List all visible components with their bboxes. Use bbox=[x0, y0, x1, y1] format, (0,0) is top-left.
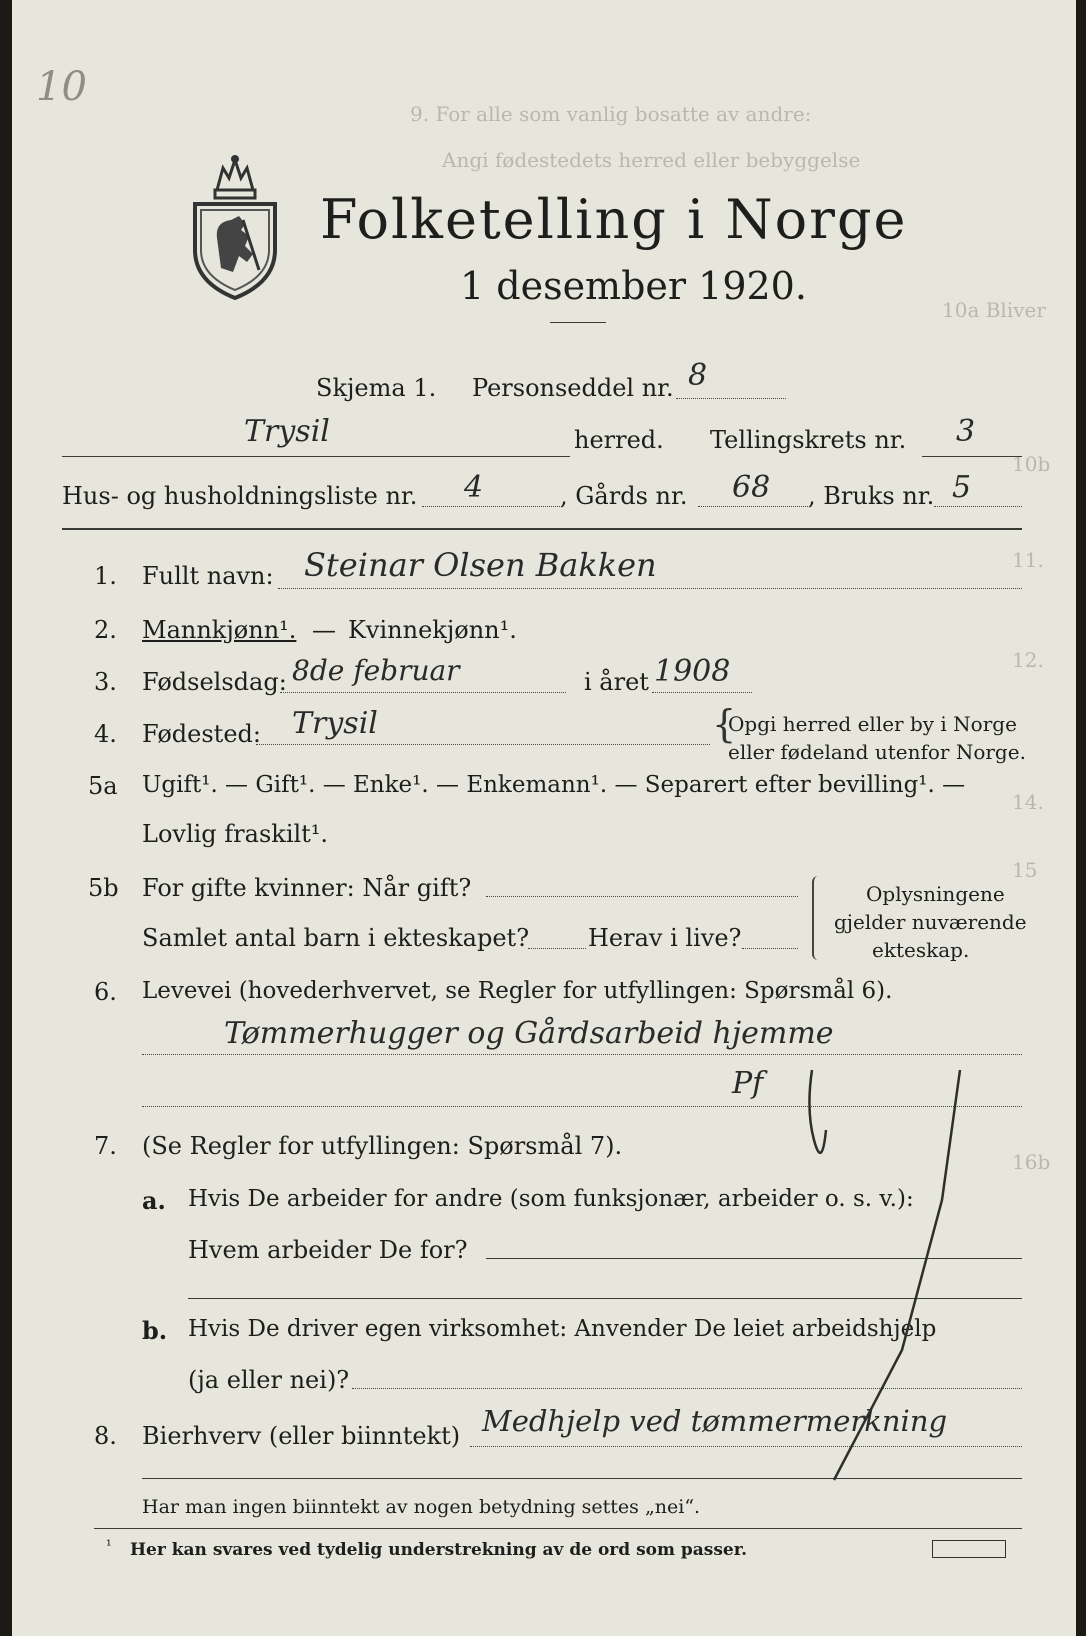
q1-label: Fullt navn: bbox=[142, 562, 274, 590]
q3-year-line bbox=[652, 692, 752, 693]
q5b-number: 5b bbox=[88, 874, 119, 902]
q7b-letter: b. bbox=[142, 1316, 168, 1345]
q3-day-value: 8de februar bbox=[292, 654, 460, 687]
q7a-question: Hvem arbeider De for? bbox=[188, 1236, 468, 1264]
q4-label: Fødested: bbox=[142, 720, 261, 748]
person-line bbox=[676, 398, 786, 399]
hus-line bbox=[422, 506, 562, 507]
q5b-alive-label: Herav i live? bbox=[588, 924, 742, 952]
ghost-text: 15 bbox=[1012, 858, 1038, 882]
q5b-children-label: Samlet antal barn i ekteskapet? bbox=[142, 924, 530, 952]
tellingskrets-line bbox=[922, 456, 1022, 457]
q5b-note3: ekteskap. bbox=[872, 938, 970, 962]
q7-label: (Se Regler for utfyllingen: Spørsmål 7). bbox=[142, 1132, 623, 1160]
q7-number: 7. bbox=[94, 1132, 117, 1160]
title-rule bbox=[550, 322, 606, 323]
q4-value: Trysil bbox=[292, 706, 378, 741]
census-form bbox=[12, 0, 1076, 1636]
q3-day-line bbox=[280, 692, 566, 693]
footnote-text: Her kan svares ved tydelig understrekning av de ord som passer. bbox=[130, 1540, 748, 1560]
q5a-line1: Ugift¹. — Gift¹. — Enke¹. — Enkemann¹. — Separert efter bevilling¹. — bbox=[142, 772, 966, 798]
q4-line bbox=[256, 744, 710, 745]
ghost-text: 11. bbox=[1012, 548, 1044, 572]
herred-label: herred. bbox=[574, 426, 664, 454]
q2-male: Mannkjønn¹. bbox=[142, 616, 297, 644]
q4-note-line1: Opgi herred eller by i Norge bbox=[728, 712, 1017, 736]
q8-number: 8. bbox=[94, 1422, 117, 1450]
ghost-text: 10a Bliver bbox=[942, 298, 1046, 322]
q8-value: Medhjelp ved tømmermerkning bbox=[482, 1404, 948, 1438]
printer-stamp bbox=[932, 1540, 1006, 1558]
q5a-line2: Lovlig fraskilt¹. bbox=[142, 820, 329, 848]
hus-value: 4 bbox=[464, 470, 484, 505]
footer-rule bbox=[94, 1528, 1022, 1529]
q7b-question: (ja eller nei)? bbox=[188, 1366, 350, 1394]
herred-line bbox=[62, 456, 570, 457]
q3-label: Fødselsdag: bbox=[142, 668, 287, 696]
q4-brace: { bbox=[712, 702, 737, 746]
q5b-brace bbox=[812, 876, 820, 960]
q3-year-value: 1908 bbox=[654, 654, 731, 689]
ghost-text: Angi fødestedets herred eller bebyggelse bbox=[442, 148, 861, 172]
person-label: Personseddel nr. bbox=[472, 374, 674, 402]
q1-value: Steinar Olsen Bakken bbox=[304, 546, 657, 584]
page-mark: 10 bbox=[36, 64, 87, 110]
tellingskrets-label: Tellingskrets nr. bbox=[710, 426, 907, 454]
bruks-value: 5 bbox=[952, 470, 972, 505]
section-divider bbox=[62, 528, 1022, 530]
q5b-note1: Oplysningene bbox=[866, 882, 1005, 906]
schema-label: Skjema 1. bbox=[316, 374, 437, 402]
gards-value: 68 bbox=[732, 470, 771, 505]
person-value: 8 bbox=[688, 358, 708, 393]
q8-label: Bierhverv (eller biinntekt) bbox=[142, 1422, 461, 1450]
q5b-line1: For gifte kvinner: Når gift? bbox=[142, 874, 472, 902]
q6-number: 6. bbox=[94, 978, 117, 1006]
q1-number: 1. bbox=[94, 562, 117, 590]
ghost-text: 10b bbox=[1012, 452, 1051, 476]
q5b-gift-line bbox=[486, 896, 798, 897]
q5b-note2: gjelder nuværende bbox=[834, 910, 1027, 934]
q7a-letter: a. bbox=[142, 1186, 166, 1215]
ghost-text: 9. For alle som vanlig bosatte av andre: bbox=[410, 102, 812, 126]
q6-mark: Pf bbox=[732, 1066, 764, 1101]
q4-number: 4. bbox=[94, 720, 117, 748]
q6-value: Tømmerhugger og Gårdsarbeid hjemme bbox=[224, 1016, 834, 1051]
footer-note: Har man ingen biinntekt av nogen betydning settes „nei“. bbox=[142, 1496, 701, 1518]
q3-year-label: i året bbox=[584, 668, 649, 696]
q2-separator: — bbox=[312, 616, 336, 644]
q6-label: Levevei (hovederhvervet, se Regler for utfyllingen: Spørsmål 6). bbox=[142, 978, 893, 1004]
q2-female: Kvinnekjønn¹. bbox=[348, 616, 517, 644]
form-date: 1 desember 1920. bbox=[460, 264, 807, 308]
check-stroke-icon bbox=[792, 1050, 992, 1490]
bruks-label: , Bruks nr. bbox=[808, 482, 935, 510]
q7a-text: Hvis De arbeider for andre (som funksjonær, arbeider o. s. v.): bbox=[188, 1186, 914, 1212]
herred-value: Trysil bbox=[244, 414, 330, 449]
q5b-alive-line bbox=[742, 948, 798, 949]
q7b-text: Hvis De driver egen virksomhet: Anvender De leiet arbeidshjelp bbox=[188, 1316, 937, 1342]
bruks-line bbox=[934, 506, 1022, 507]
q5a-number: 5a bbox=[88, 772, 118, 800]
coat-of-arms-icon bbox=[187, 150, 283, 302]
gards-line bbox=[698, 506, 808, 507]
q4-note-line2: eller fødeland utenfor Norge. bbox=[728, 740, 1026, 764]
footnote-mark: ¹ bbox=[106, 1538, 112, 1554]
ghost-text: 12. bbox=[1012, 648, 1044, 672]
gards-label: , Gårds nr. bbox=[560, 482, 688, 510]
hus-label: Hus- og husholdningsliste nr. bbox=[62, 482, 418, 510]
ghost-text: 14. bbox=[1012, 790, 1044, 814]
tellingskrets-value: 3 bbox=[956, 414, 976, 449]
q5b-children-line bbox=[528, 948, 586, 949]
q3-number: 3. bbox=[94, 668, 117, 696]
q2-number: 2. bbox=[94, 616, 117, 644]
q1-line bbox=[278, 588, 1022, 589]
form-title: Folketelling i Norge bbox=[320, 188, 908, 251]
ghost-text: 16b bbox=[1012, 1150, 1051, 1174]
